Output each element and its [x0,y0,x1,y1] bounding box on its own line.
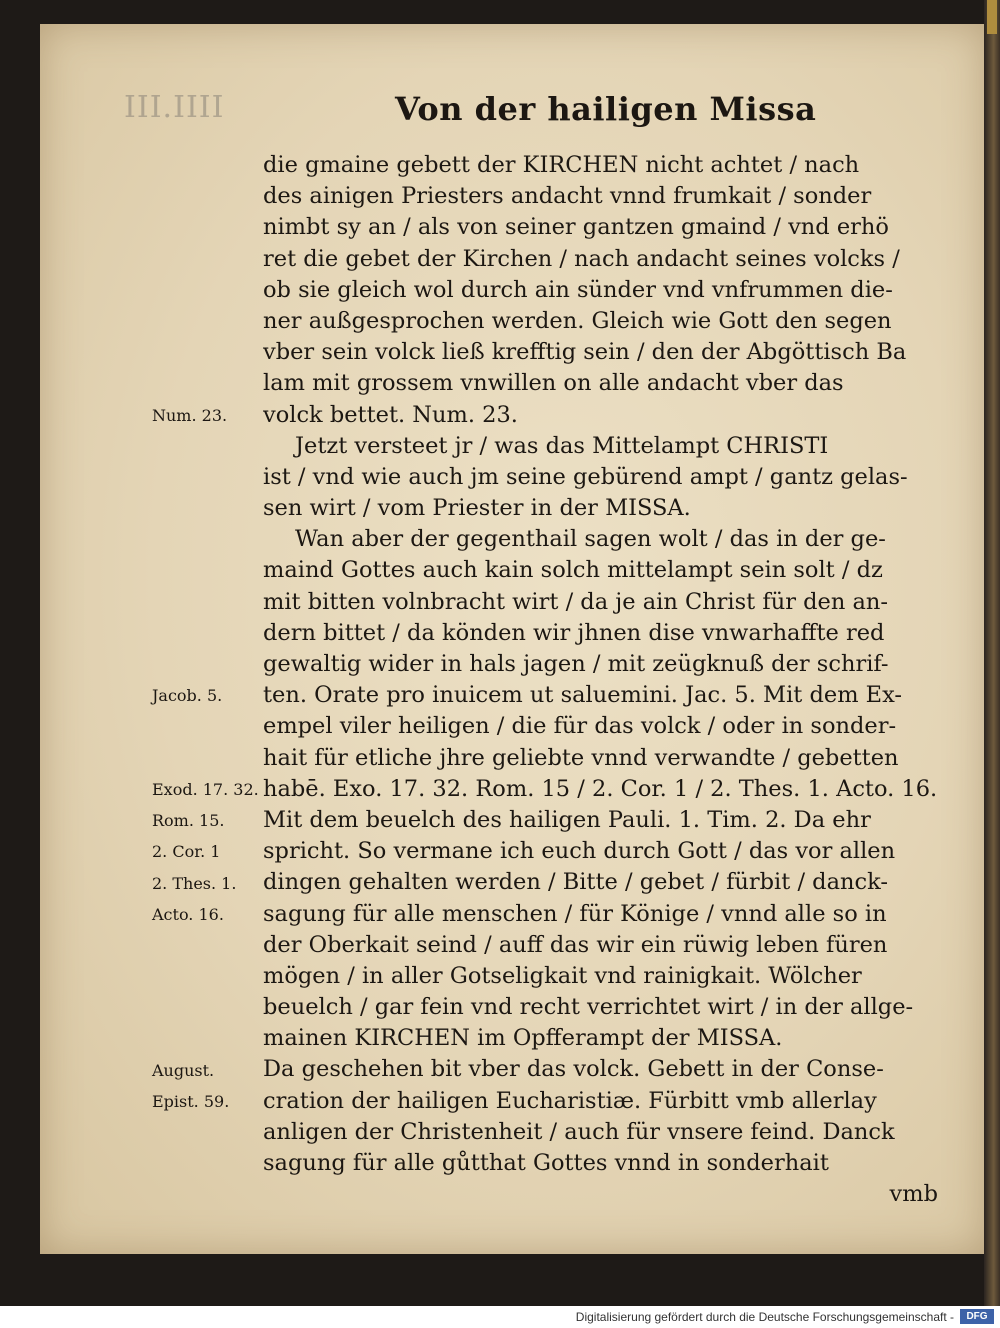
text-line: volck bettet. Num. 23. [263,401,518,428]
catchword: vmb [889,1181,938,1208]
margin-note: 2. Cor. 1 [152,842,221,862]
body-text [263,150,938,1210]
margin-note: Num. 23. [152,405,228,425]
text-line: sen wirt / vom Priester in der MISSA. [263,495,691,522]
margin-note: Exod. 17. 32. [152,780,259,799]
text-line: dern bittet / da könden wir jhnen dise vnwarhaffte red [263,619,885,646]
text-line: empel viler heiligen / die für das volck / oder in sonder- [263,713,897,740]
text-line: anligen der Christenheit / auch für vnsere feind. Danck [263,1118,895,1145]
running-head: Von der hailigen Missa [395,90,817,128]
text-line: vber sein volck ließ krefftig sein / den der Abgöttisch Ba [263,339,907,366]
text-line: gewaltig wider in hals jagen / mit zeügknuß der schrif- [263,651,889,677]
text-line: ner außgesprochen werden. Gleich wie Gott den segen [263,307,892,334]
margin-note: August. [152,1060,215,1080]
text-line: des ainigen Priesters andacht vnnd frumkait / sonder [263,183,872,210]
text-line: Da geschehen bit vber das volck. Gebett in der Conse- [263,1056,884,1083]
text-line: lam mit grossem vnwillen on alle andacht vber das [263,370,844,397]
text-line: habē. Exo. 17. 32. Rom. 15 / 2. Cor. 1 / 2. Thes. 1. Acto. 16. [263,775,938,802]
text-line: Mit dem beuelch des hailigen Pauli. 1. Tim. 2. Da ehr [263,806,871,833]
text-line: mit bitten volnbracht wirt / da je ain Christ für den an- [263,588,888,615]
text-line: sagung für alle menschen / für Könige / vnnd alle so in [263,900,887,927]
margin-note: Epist. 59. [152,1092,230,1111]
spine-tab [987,0,997,34]
margin-note: Jacob. 5. [152,686,223,706]
text-line: nimbt sy an / als von seiner gantzen gmaind / vnd erhö [263,214,889,241]
text-line: beuelch / gar fein vnd recht verrichtet wirt / in der allge- [263,994,914,1021]
text-line: maind Gottes auch kain solch mittelampt sein solt / dz [263,557,883,584]
text-line: Wan aber der gegenthail sagen wolt / das in der ge- [295,526,886,553]
text-line: ist / vnd wie auch jm seine gebürend ampt / gantz gelas- [263,463,908,490]
margin-note: Rom. 15. [152,811,225,831]
text-line: ob sie gleich wol durch ain sünder vnd vnfrummen die- [263,276,893,303]
footer-bar [0,1306,1000,1328]
book-spine-edge [984,0,1000,1306]
text-line: ten. Orate pro inuicem ut saluemini. Jac. 5. Mit dem Ex- [263,682,902,709]
dfg-logo: DFG [960,1309,994,1324]
text-line: sagung für alle gůtthat Gottes vnnd in sonderhait [263,1150,829,1176]
text-line: dingen gehalten werden / Bitte / gebet / fürbit / danck- [263,869,888,896]
margin-note: Acto. 16. [152,904,224,924]
text-line: die gmaine gebett der KIRCHEN nicht achtet / nach [263,152,860,178]
text-line: spricht. So vermane ich euch durch Gott / das vor allen [263,838,896,865]
text-line: hait für etliche jhre geliebte vnnd verwandte / gebetten [263,744,899,771]
text-line: mainen KIRCHEN im Opfferampt der MISSA. [263,1025,783,1052]
page-number: III.IIII [124,90,225,125]
text-line: cration der hailigen Eucharistiæ. Fürbitt vmb allerlay [263,1087,877,1114]
margin-note: 2. Thes. 1. [152,873,237,893]
text-line: ret die gebet der Kirchen / nach andacht seines volcks / [263,245,900,272]
footer-credit: Digitalisierung gefördert durch die Deutsche Forschungsgemeinschaft - [575,1310,954,1324]
text-line: der Oberkait seind / auff das wir ein rüwig leben füren [263,931,888,958]
text-line: Jetzt versteet jr / was das Mittelampt CHRISTI [295,432,829,459]
text-line: mögen / in aller Gotseligkait vnd rainigkait. Wölcher [263,962,862,989]
